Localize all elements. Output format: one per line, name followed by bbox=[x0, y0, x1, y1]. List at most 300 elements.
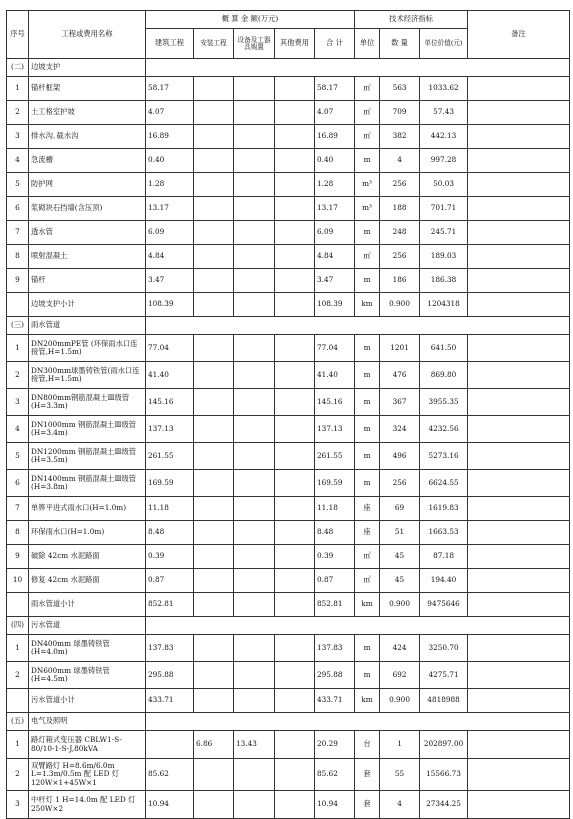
total-cell: 108.39 bbox=[315, 293, 355, 317]
unit-value-cell: 1033.62 bbox=[420, 77, 468, 101]
remark-cell bbox=[468, 731, 570, 759]
table-row bbox=[7, 569, 570, 593]
other-cell bbox=[275, 197, 315, 221]
other-cell bbox=[275, 470, 315, 497]
total-cell: 4.84 bbox=[315, 245, 355, 269]
seq-cell: 4 bbox=[7, 416, 29, 443]
item-name-cell: 透水管 bbox=[29, 221, 146, 245]
remark-cell bbox=[468, 521, 570, 545]
seq-cell: 1 bbox=[7, 335, 29, 362]
quantity-cell: 382 bbox=[380, 125, 420, 149]
header-installation: 安装工程 bbox=[194, 29, 234, 59]
installation-cell bbox=[194, 545, 234, 569]
equipment-cell bbox=[234, 269, 275, 293]
item-name-cell: 路灯箱式变压器 CBLW1-S-80/10-1-S-J,80kVA bbox=[29, 731, 146, 759]
seq-cell: 2 bbox=[7, 662, 29, 689]
unit-value-cell: 3955.35 bbox=[420, 389, 468, 416]
other-cell bbox=[275, 125, 315, 149]
construction-cell: 58.17 bbox=[146, 77, 194, 101]
seq-cell: 5 bbox=[7, 443, 29, 470]
quantity-cell: 424 bbox=[380, 635, 420, 662]
equipment-cell bbox=[234, 173, 275, 197]
unit-cell: km bbox=[355, 689, 380, 713]
other-cell bbox=[275, 545, 315, 569]
remark-cell bbox=[468, 759, 570, 791]
other-cell bbox=[275, 362, 315, 389]
installation-cell bbox=[194, 335, 234, 362]
header-tech-group: 技术经济指标 bbox=[355, 11, 468, 29]
section-row bbox=[7, 617, 570, 635]
equipment-cell bbox=[234, 569, 275, 593]
installation-cell bbox=[194, 149, 234, 173]
header-total: 合 计 bbox=[315, 29, 355, 59]
equipment-cell bbox=[234, 470, 275, 497]
unit-cell: m³ bbox=[355, 173, 380, 197]
construction-cell: 4.07 bbox=[146, 101, 194, 125]
table-row bbox=[7, 293, 570, 317]
equipment-cell bbox=[234, 593, 275, 617]
header-equipment: 设备及工器具购置 bbox=[234, 29, 275, 59]
installation-cell bbox=[194, 416, 234, 443]
seq-cell: (四) bbox=[7, 617, 29, 635]
other-cell bbox=[275, 389, 315, 416]
seq-cell bbox=[7, 689, 29, 713]
unit-value-cell: 27344.25 bbox=[420, 791, 468, 819]
installation-cell bbox=[194, 221, 234, 245]
section-row bbox=[7, 317, 570, 335]
other-cell bbox=[275, 731, 315, 759]
equipment-cell bbox=[234, 335, 275, 362]
total-cell: 16.89 bbox=[315, 125, 355, 149]
equipment-cell bbox=[234, 443, 275, 470]
unit-cell: m bbox=[355, 149, 380, 173]
construction-cell: 6.09 bbox=[146, 221, 194, 245]
equipment-cell bbox=[234, 497, 275, 521]
total-cell: 0.40 bbox=[315, 149, 355, 173]
item-name-cell: 锚杆 bbox=[29, 269, 146, 293]
unit-cell: m bbox=[355, 635, 380, 662]
unit-value-cell: 641.50 bbox=[420, 335, 468, 362]
unit-cell: m bbox=[355, 221, 380, 245]
seq-cell: 9 bbox=[7, 545, 29, 569]
item-name-cell: DN600mm 球墨铸铁管(H=4.5m) bbox=[29, 662, 146, 689]
other-cell bbox=[275, 443, 315, 470]
table-row bbox=[7, 662, 570, 689]
unit-value-cell: 442.13 bbox=[420, 125, 468, 149]
unit-cell: ㎡ bbox=[355, 77, 380, 101]
unit-cell: m bbox=[355, 443, 380, 470]
other-cell bbox=[275, 149, 315, 173]
quantity-cell: 0.900 bbox=[380, 689, 420, 713]
unit-value-cell: 186.38 bbox=[420, 269, 468, 293]
table-row bbox=[7, 245, 570, 269]
item-name-cell: 单箅平进式雨水口(H=1.0m) bbox=[29, 497, 146, 521]
table-row bbox=[7, 443, 570, 470]
installation-cell bbox=[194, 125, 234, 149]
equipment-cell bbox=[234, 662, 275, 689]
item-name-cell: 急流槽 bbox=[29, 149, 146, 173]
seq-cell: 7 bbox=[7, 221, 29, 245]
quantity-cell: 496 bbox=[380, 443, 420, 470]
installation-cell bbox=[194, 197, 234, 221]
construction-cell: 0.87 bbox=[146, 569, 194, 593]
total-cell: 0.39 bbox=[315, 545, 355, 569]
item-name-cell: 边坡支护小计 bbox=[29, 293, 146, 317]
construction-cell: 1.28 bbox=[146, 173, 194, 197]
construction-cell bbox=[146, 731, 194, 759]
equipment-cell: 13.43 bbox=[234, 731, 275, 759]
quantity-cell: 55 bbox=[380, 759, 420, 791]
seq-cell: 2 bbox=[7, 101, 29, 125]
seq-cell: 6 bbox=[7, 470, 29, 497]
remark-cell bbox=[468, 497, 570, 521]
seq-cell: (三) bbox=[7, 317, 29, 335]
unit-value-cell: 4818988 bbox=[420, 689, 468, 713]
table-row bbox=[7, 77, 570, 101]
quantity-cell: 692 bbox=[380, 662, 420, 689]
section-title: 电气及照明 bbox=[29, 713, 146, 731]
equipment-cell bbox=[234, 689, 275, 713]
installation-cell bbox=[194, 497, 234, 521]
header-estimate-group: 概 算 金 额(万元) bbox=[146, 11, 355, 29]
seq-cell: 1 bbox=[7, 77, 29, 101]
section-title: 雨水管道 bbox=[29, 317, 146, 335]
table-row bbox=[7, 173, 570, 197]
table-row bbox=[7, 731, 570, 759]
table-row bbox=[7, 101, 570, 125]
other-cell bbox=[275, 569, 315, 593]
construction-cell: 16.89 bbox=[146, 125, 194, 149]
unit-value-cell: 6624.55 bbox=[420, 470, 468, 497]
total-cell: 3.47 bbox=[315, 269, 355, 293]
other-cell bbox=[275, 335, 315, 362]
construction-cell: 169.59 bbox=[146, 470, 194, 497]
unit-value-cell: 202897.00 bbox=[420, 731, 468, 759]
equipment-cell bbox=[234, 635, 275, 662]
equipment-cell bbox=[234, 245, 275, 269]
header-seq: 序号 bbox=[7, 11, 29, 59]
unit-cell: m³ bbox=[355, 197, 380, 221]
table-body bbox=[7, 59, 570, 819]
unit-cell: 套 bbox=[355, 791, 380, 819]
seq-cell: 9 bbox=[7, 269, 29, 293]
seq-cell: 10 bbox=[7, 569, 29, 593]
table-row bbox=[7, 149, 570, 173]
table-row bbox=[7, 335, 570, 362]
equipment-cell bbox=[234, 149, 275, 173]
remark-cell bbox=[468, 593, 570, 617]
table-row bbox=[7, 197, 570, 221]
total-cell: 8.48 bbox=[315, 521, 355, 545]
total-cell: 11.18 bbox=[315, 497, 355, 521]
seq-cell: 5 bbox=[7, 173, 29, 197]
remark-cell bbox=[468, 569, 570, 593]
installation-cell bbox=[194, 791, 234, 819]
section-row bbox=[7, 59, 570, 77]
item-name-cell: DN800mm钢筋混凝土Ⅲ级管(H=3.3m) bbox=[29, 389, 146, 416]
section-fill bbox=[146, 617, 570, 635]
seq-cell: (五) bbox=[7, 713, 29, 731]
installation-cell bbox=[194, 689, 234, 713]
quantity-cell: 256 bbox=[380, 245, 420, 269]
seq-cell: 6 bbox=[7, 197, 29, 221]
other-cell bbox=[275, 269, 315, 293]
unit-value-cell: 3250.70 bbox=[420, 635, 468, 662]
other-cell bbox=[275, 221, 315, 245]
equipment-cell bbox=[234, 389, 275, 416]
unit-cell: m bbox=[355, 269, 380, 293]
item-name-cell: DN400mm 球墨铸铁管(H=4.0m) bbox=[29, 635, 146, 662]
cost-estimate-table bbox=[6, 10, 570, 819]
remark-cell bbox=[468, 125, 570, 149]
unit-cell: m bbox=[355, 416, 380, 443]
total-cell: 10.94 bbox=[315, 791, 355, 819]
total-cell: 6.09 bbox=[315, 221, 355, 245]
installation-cell bbox=[194, 362, 234, 389]
remark-cell bbox=[468, 791, 570, 819]
total-cell: 85.62 bbox=[315, 759, 355, 791]
seq-cell: 1 bbox=[7, 635, 29, 662]
installation-cell bbox=[194, 443, 234, 470]
construction-cell: 261.55 bbox=[146, 443, 194, 470]
total-cell: 77.04 bbox=[315, 335, 355, 362]
construction-cell: 41.40 bbox=[146, 362, 194, 389]
unit-cell: m bbox=[355, 470, 380, 497]
equipment-cell bbox=[234, 101, 275, 125]
equipment-cell bbox=[234, 125, 275, 149]
unit-cell: m bbox=[355, 662, 380, 689]
item-name-cell: DN1400mm 钢筋混凝土Ⅲ级管(H=3.8m) bbox=[29, 470, 146, 497]
installation-cell bbox=[194, 77, 234, 101]
unit-cell: ㎡ bbox=[355, 545, 380, 569]
equipment-cell bbox=[234, 362, 275, 389]
quantity-cell: 45 bbox=[380, 545, 420, 569]
equipment-cell bbox=[234, 545, 275, 569]
item-name-cell: DN1000mm 钢筋混凝土Ⅲ级管(H=3.4m) bbox=[29, 416, 146, 443]
remark-cell bbox=[468, 293, 570, 317]
construction-cell: 3.47 bbox=[146, 269, 194, 293]
construction-cell: 13.17 bbox=[146, 197, 194, 221]
quantity-cell: 69 bbox=[380, 497, 420, 521]
section-title: 边坡支护 bbox=[29, 59, 146, 77]
table-row bbox=[7, 497, 570, 521]
table-row bbox=[7, 416, 570, 443]
installation-cell bbox=[194, 173, 234, 197]
unit-value-cell: 189.03 bbox=[420, 245, 468, 269]
header-construction: 建筑工程 bbox=[146, 29, 194, 59]
construction-cell: 8.48 bbox=[146, 521, 194, 545]
total-cell: 4.07 bbox=[315, 101, 355, 125]
quantity-cell: 1 bbox=[380, 731, 420, 759]
quantity-cell: 188 bbox=[380, 197, 420, 221]
table-row bbox=[7, 791, 570, 819]
seq-cell: 3 bbox=[7, 791, 29, 819]
unit-cell: m bbox=[355, 389, 380, 416]
unit-cell: m bbox=[355, 335, 380, 362]
construction-cell: 145.16 bbox=[146, 389, 194, 416]
table-row bbox=[7, 689, 570, 713]
unit-value-cell: 4275.71 bbox=[420, 662, 468, 689]
construction-cell: 0.39 bbox=[146, 545, 194, 569]
total-cell: 58.17 bbox=[315, 77, 355, 101]
other-cell bbox=[275, 593, 315, 617]
equipment-cell bbox=[234, 293, 275, 317]
unit-value-cell: 9475646 bbox=[420, 593, 468, 617]
other-cell bbox=[275, 689, 315, 713]
item-name-cell: DN300mm球墨铸铁管(雨水口连接管,H=1.5m) bbox=[29, 362, 146, 389]
remark-cell bbox=[468, 77, 570, 101]
construction-cell: 0.40 bbox=[146, 149, 194, 173]
installation-cell bbox=[194, 389, 234, 416]
seq-cell bbox=[7, 293, 29, 317]
quantity-cell: 563 bbox=[380, 77, 420, 101]
item-name-cell: 破除 42cm 水泥路面 bbox=[29, 545, 146, 569]
other-cell bbox=[275, 635, 315, 662]
item-name-cell: DN200mmPE管 (环保雨水口连接管,H=1.5m) bbox=[29, 335, 146, 362]
item-name-cell: 双臂路灯 H=8.6m/6.0m L=1.3m/0.5m 配 LED 灯 120W×1+45W×1 bbox=[29, 759, 146, 791]
quantity-cell: 476 bbox=[380, 362, 420, 389]
total-cell: 169.59 bbox=[315, 470, 355, 497]
header-remark: 备注 bbox=[468, 11, 570, 59]
remark-cell bbox=[468, 470, 570, 497]
installation-cell bbox=[194, 101, 234, 125]
item-name-cell: 锚杆框架 bbox=[29, 77, 146, 101]
other-cell bbox=[275, 293, 315, 317]
total-cell: 261.55 bbox=[315, 443, 355, 470]
unit-value-cell: 4232.56 bbox=[420, 416, 468, 443]
unit-cell: ㎡ bbox=[355, 569, 380, 593]
seq-cell bbox=[7, 593, 29, 617]
installation-cell bbox=[194, 593, 234, 617]
header-other: 其他费用 bbox=[275, 29, 315, 59]
installation-cell bbox=[194, 293, 234, 317]
section-fill bbox=[146, 713, 570, 731]
unit-cell: km bbox=[355, 593, 380, 617]
seq-cell: 3 bbox=[7, 125, 29, 149]
remark-cell bbox=[468, 635, 570, 662]
installation-cell bbox=[194, 635, 234, 662]
table-row bbox=[7, 593, 570, 617]
seq-cell: 7 bbox=[7, 497, 29, 521]
unit-cell: 台 bbox=[355, 731, 380, 759]
seq-cell: 8 bbox=[7, 245, 29, 269]
quantity-cell: 45 bbox=[380, 569, 420, 593]
seq-cell: 2 bbox=[7, 759, 29, 791]
total-cell: 145.16 bbox=[315, 389, 355, 416]
unit-value-cell: 1619.83 bbox=[420, 497, 468, 521]
seq-cell: 2 bbox=[7, 362, 29, 389]
section-row bbox=[7, 713, 570, 731]
unit-cell: m bbox=[355, 362, 380, 389]
total-cell: 852.81 bbox=[315, 593, 355, 617]
remark-cell bbox=[468, 101, 570, 125]
remark-cell bbox=[468, 389, 570, 416]
table-row bbox=[7, 521, 570, 545]
table-row bbox=[7, 635, 570, 662]
item-name-cell: 环保雨水口(H=1.0m) bbox=[29, 521, 146, 545]
construction-cell: 137.83 bbox=[146, 635, 194, 662]
table-row bbox=[7, 362, 570, 389]
unit-cell: km bbox=[355, 293, 380, 317]
unit-cell: ㎡ bbox=[355, 125, 380, 149]
unit-cell: 套 bbox=[355, 759, 380, 791]
quantity-cell: 256 bbox=[380, 470, 420, 497]
quantity-cell: 51 bbox=[380, 521, 420, 545]
other-cell bbox=[275, 77, 315, 101]
total-cell: 20.29 bbox=[315, 731, 355, 759]
construction-cell: 295.88 bbox=[146, 662, 194, 689]
section-title: 污水管道 bbox=[29, 617, 146, 635]
unit-value-cell: 5273.16 bbox=[420, 443, 468, 470]
remark-cell bbox=[468, 269, 570, 293]
table-row bbox=[7, 389, 570, 416]
construction-cell: 10.94 bbox=[146, 791, 194, 819]
quantity-cell: 367 bbox=[380, 389, 420, 416]
table-row bbox=[7, 470, 570, 497]
quantity-cell: 0.900 bbox=[380, 593, 420, 617]
item-name-cell: 土工格室护坡 bbox=[29, 101, 146, 125]
quantity-cell: 248 bbox=[380, 221, 420, 245]
remark-cell bbox=[468, 416, 570, 443]
equipment-cell bbox=[234, 791, 275, 819]
remark-cell bbox=[468, 335, 570, 362]
header-name: 工程或费用名称 bbox=[29, 11, 146, 59]
header-unit: 单位 bbox=[355, 29, 380, 59]
remark-cell bbox=[468, 689, 570, 713]
remark-cell bbox=[468, 197, 570, 221]
equipment-cell bbox=[234, 416, 275, 443]
remark-cell bbox=[468, 173, 570, 197]
unit-value-cell: 50.03 bbox=[420, 173, 468, 197]
other-cell bbox=[275, 791, 315, 819]
table-row bbox=[7, 221, 570, 245]
quantity-cell: 0.900 bbox=[380, 293, 420, 317]
unit-cell: ㎡ bbox=[355, 245, 380, 269]
equipment-cell bbox=[234, 521, 275, 545]
table-row bbox=[7, 269, 570, 293]
item-name-cell: 污水管道小计 bbox=[29, 689, 146, 713]
unit-value-cell: 1663.53 bbox=[420, 521, 468, 545]
item-name-cell: 防护网 bbox=[29, 173, 146, 197]
unit-value-cell: 1204318 bbox=[420, 293, 468, 317]
remark-cell bbox=[468, 545, 570, 569]
table-row bbox=[7, 545, 570, 569]
other-cell bbox=[275, 497, 315, 521]
seq-cell: 8 bbox=[7, 521, 29, 545]
total-cell: 295.88 bbox=[315, 662, 355, 689]
seq-cell: 3 bbox=[7, 389, 29, 416]
unit-value-cell: 194.40 bbox=[420, 569, 468, 593]
construction-cell: 137.13 bbox=[146, 416, 194, 443]
item-name-cell: 喷射混凝土 bbox=[29, 245, 146, 269]
other-cell bbox=[275, 245, 315, 269]
construction-cell: 433.71 bbox=[146, 689, 194, 713]
quantity-cell: 709 bbox=[380, 101, 420, 125]
quantity-cell: 4 bbox=[380, 791, 420, 819]
table-row bbox=[7, 759, 570, 791]
quantity-cell: 1201 bbox=[380, 335, 420, 362]
unit-value-cell: 869.80 bbox=[420, 362, 468, 389]
installation-cell bbox=[194, 662, 234, 689]
installation-cell bbox=[194, 759, 234, 791]
construction-cell: 852.81 bbox=[146, 593, 194, 617]
construction-cell: 108.39 bbox=[146, 293, 194, 317]
equipment-cell bbox=[234, 77, 275, 101]
item-name-cell: 修复 42cm 水泥路面 bbox=[29, 569, 146, 593]
unit-value-cell: 997.28 bbox=[420, 149, 468, 173]
seq-cell: 4 bbox=[7, 149, 29, 173]
remark-cell bbox=[468, 221, 570, 245]
